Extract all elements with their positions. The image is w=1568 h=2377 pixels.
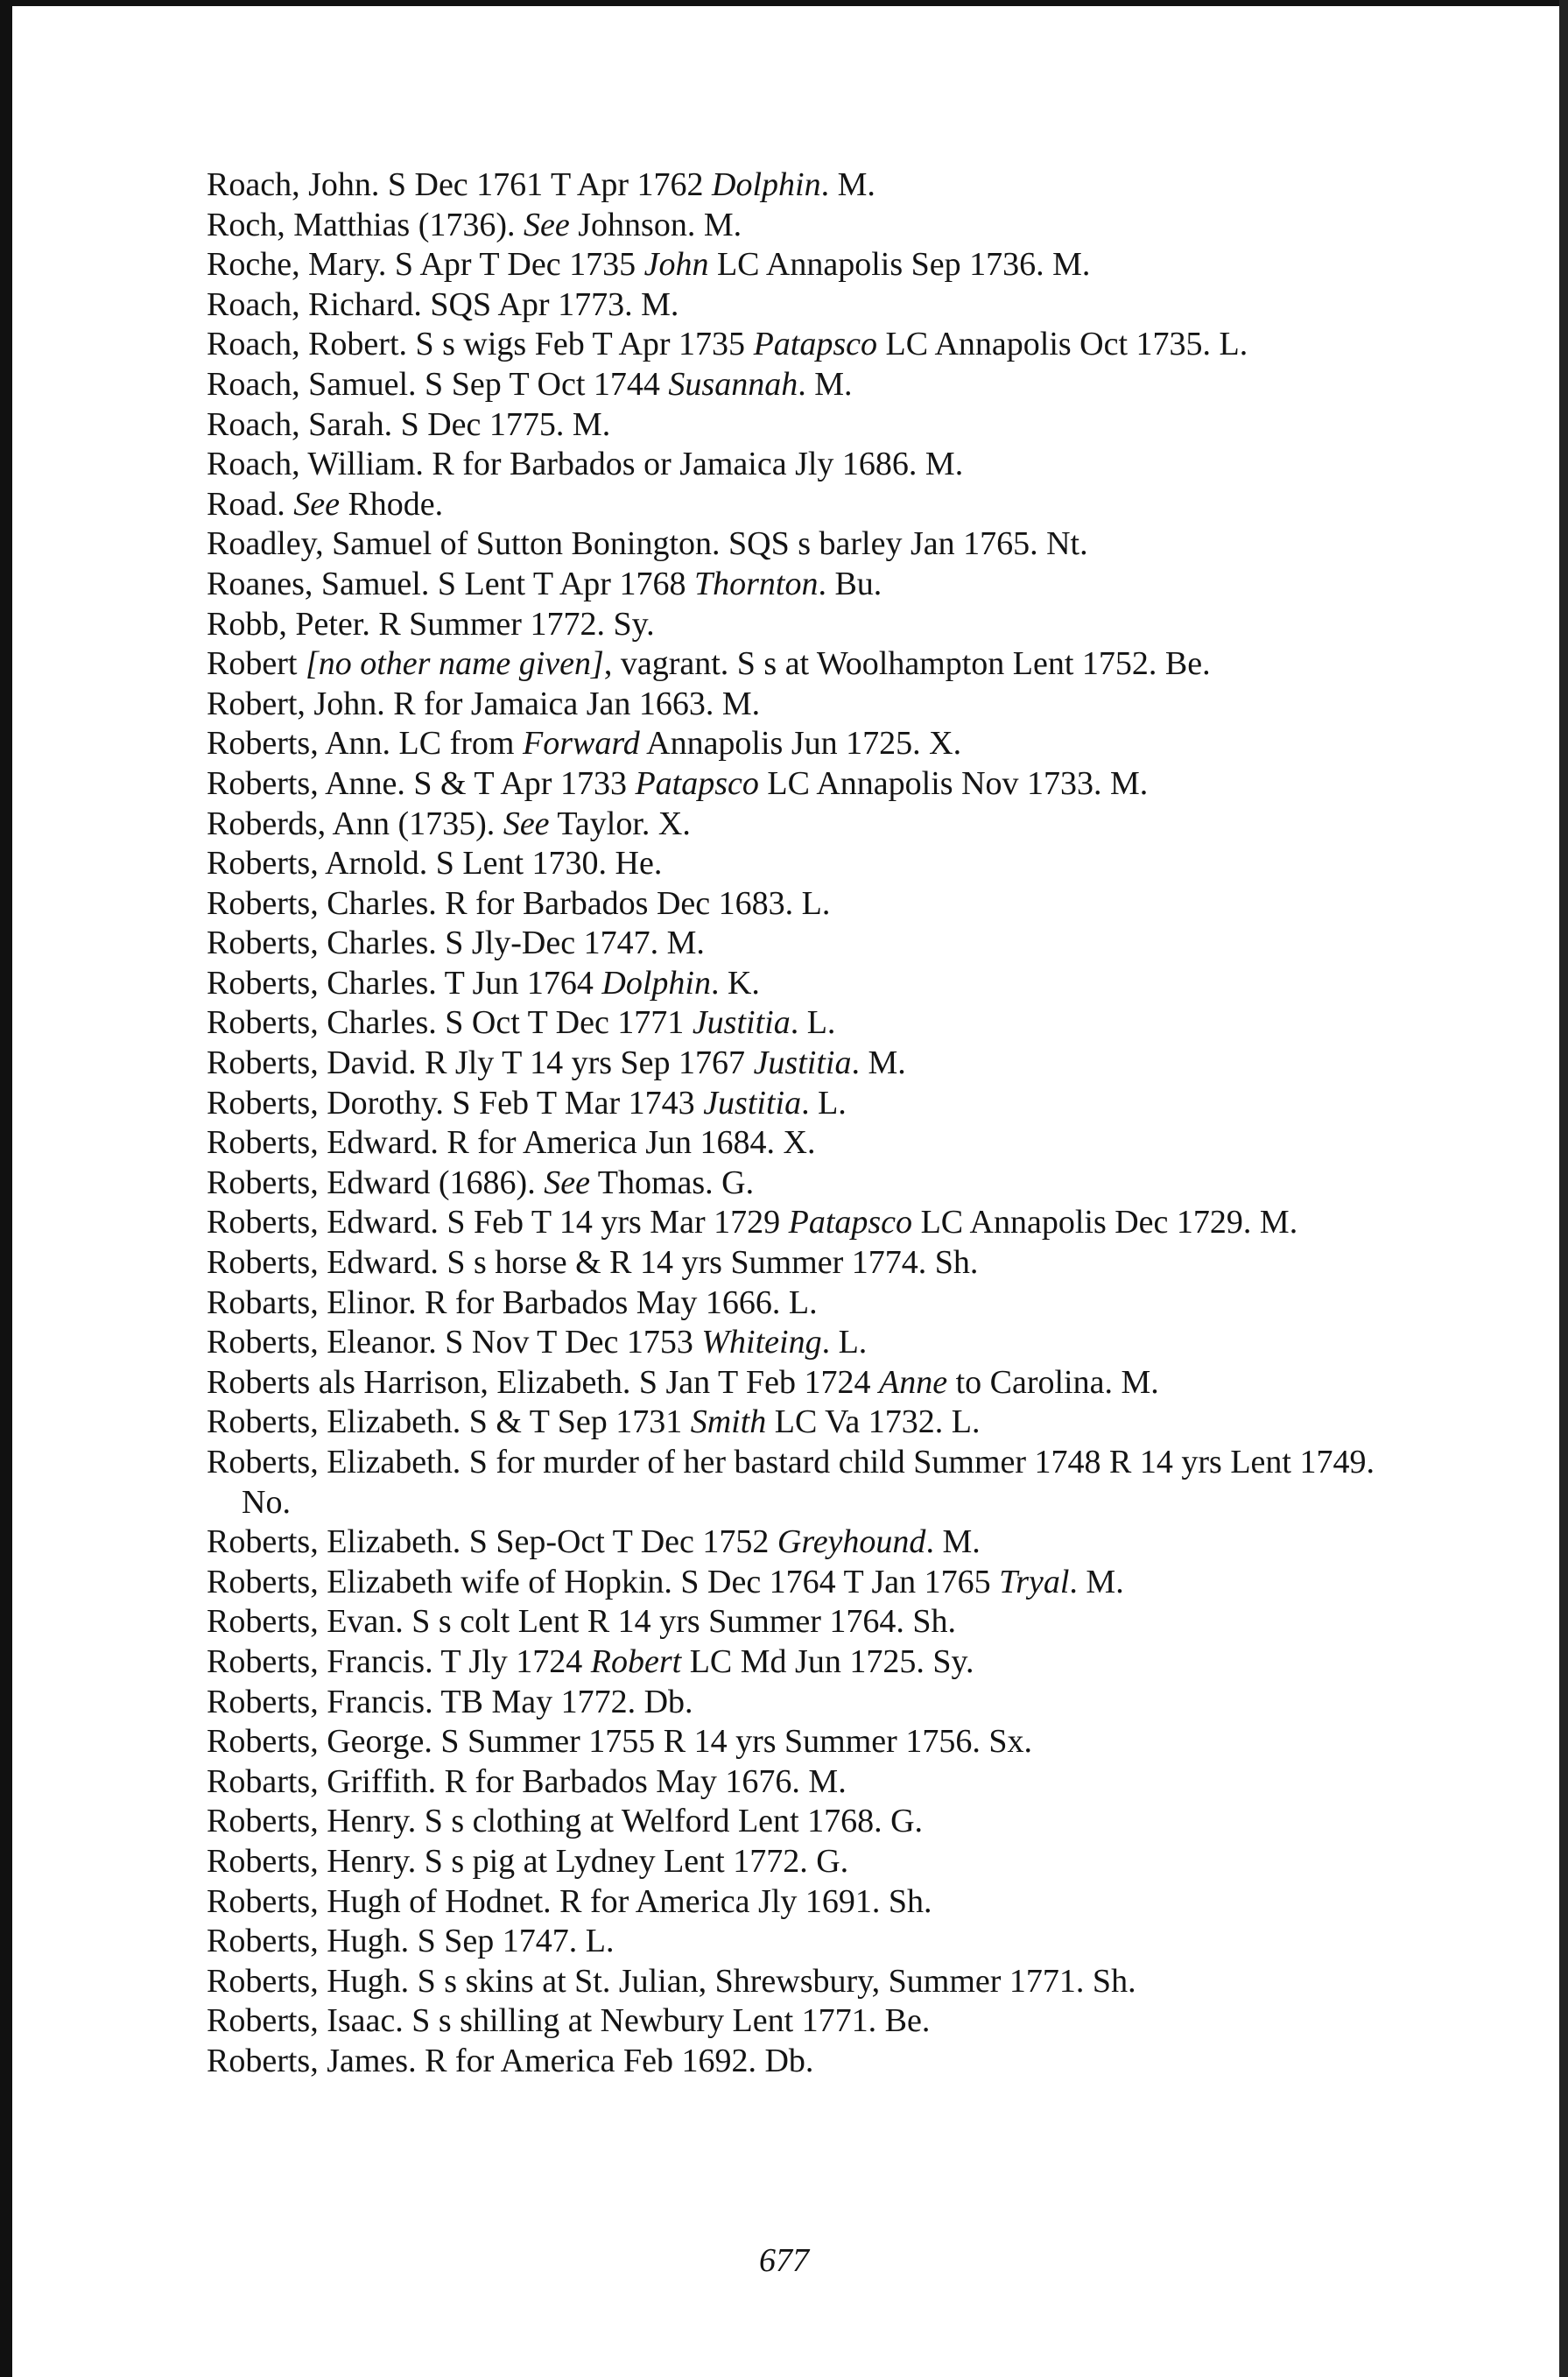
index-entry [207, 2001, 1424, 2042]
index-entry [207, 1962, 1424, 2002]
entry-italic-text: Dolphin [712, 166, 821, 203]
entry-italic-text: Smith [690, 1403, 767, 1441]
entry-text: Taylor. X. [549, 805, 691, 842]
entry-text: Roach, John. S Dec 1761 T Apr 1762 [207, 166, 713, 203]
entry-text: . Bu. [818, 565, 882, 602]
entry-text: . L. [821, 1324, 868, 1361]
index-entry [207, 1922, 1424, 1962]
entry-text: Roberts, James. R for America Feb 1692. Db. [207, 2042, 814, 2079]
entry-text: Roberts, George. S Summer 1755 R 14 yrs Summer 1756. Sx. [207, 1723, 1032, 1761]
index-entry [207, 685, 1424, 725]
entry-text: Roach, Sarah. S Dec 1775. M. [207, 405, 611, 443]
entry-text: Roberts, Hugh. S Sep 1747. L. [207, 1923, 615, 1960]
entry-text: . L. [790, 1004, 836, 1042]
index-entry [207, 964, 1424, 1004]
entry-text: Roberts, Elizabeth. S for murder of her bastard child Summer 1748 R 14 yrs Lent 1749. No. [207, 1444, 1375, 1521]
index-entry [207, 605, 1424, 645]
index-entry [207, 1683, 1424, 1723]
index-entry [207, 524, 1424, 565]
entry-text: Roberts, Elizabeth. S Sep-Oct T Dec 1752 [207, 1523, 777, 1561]
entry-text: . M. [851, 1044, 906, 1082]
entry-text: Roberts, Ann. LC from [207, 725, 523, 763]
index-entry [207, 405, 1424, 446]
entry-text: Roach, Samuel. S Sep T Oct 1744 [207, 365, 669, 403]
entry-text: Roberts, Anne. S & T Apr 1733 [207, 764, 636, 802]
entry-italic-text: Justitia [703, 1084, 802, 1122]
index-entry [207, 1842, 1424, 1882]
index-entry [207, 844, 1424, 884]
entry-text: Roberts, David. R Jly T 14 yrs Sep 1767 [207, 1044, 754, 1082]
index-entry [207, 1882, 1424, 1923]
entry-text: Thomas. G. [589, 1164, 755, 1201]
entry-text: . M. [925, 1523, 981, 1561]
entry-italic-text: Whiteing [701, 1324, 822, 1361]
index-entry [207, 206, 1424, 246]
index-entry [207, 325, 1424, 365]
scan-border-right [1559, 0, 1568, 2377]
entry-text: . M. [1069, 1563, 1124, 1600]
entry-italic-text: See [503, 805, 550, 842]
index-entry [207, 1523, 1424, 1563]
entry-italic-text: Dolphin [601, 964, 711, 1002]
entry-italic-text: Patapsco [788, 1204, 913, 1241]
entry-text: Roche, Mary. S Apr T Dec 1735 [207, 246, 644, 284]
entry-text: Roberts, Arnold. S Lent 1730. He. [207, 845, 663, 883]
scan-border-top [0, 0, 1568, 6]
entry-italic-text: Forward [522, 725, 640, 763]
entry-text: . M. [820, 166, 875, 203]
entry-text: . M. [798, 365, 853, 403]
entry-italic-text: [no other name given] [305, 645, 604, 683]
entry-italic-text: Justitia [753, 1044, 852, 1082]
index-entry [207, 1123, 1424, 1164]
entry-text: Robarts, Elinor. R for Barbados May 1666. L. [207, 1283, 818, 1321]
entry-text: Road. [207, 485, 294, 523]
entry-italic-text: Patapsco [753, 326, 877, 363]
entry-text: Robert [207, 645, 306, 683]
entry-italic-text: Susannah [668, 365, 798, 403]
index-entry [207, 1243, 1424, 1283]
entry-text: Roberts, Edward. S Feb T 14 yrs Mar 1729 [207, 1204, 789, 1241]
index-entry [207, 884, 1424, 925]
entry-text: Roberts, Dorothy. S Feb T Mar 1743 [207, 1084, 704, 1122]
entry-italic-text: See [293, 485, 340, 523]
entry-text: Roberds, Ann (1735). [207, 805, 503, 842]
entry-text: , vagrant. S s at Woolhampton Lent 1752. Be. [603, 645, 1211, 683]
entry-italic-text: Patapsco [635, 764, 759, 802]
entry-text: LC Va 1732. L. [766, 1403, 981, 1441]
entry-text: Roanes, Samuel. S Lent T Apr 1768 [207, 565, 694, 602]
index-entry [207, 1363, 1424, 1403]
entry-text: Robarts, Griffith. R for Barbados May 1676. M. [207, 1762, 847, 1800]
index-entry [207, 644, 1424, 685]
index-entry [207, 1563, 1424, 1603]
index-entry [207, 764, 1424, 805]
index-entry [207, 805, 1424, 845]
entry-text: Roberts, Charles. R for Barbados Dec 1683. L. [207, 884, 831, 922]
entry-text: Roach, Richard. SQS Apr 1773. M. [207, 285, 679, 323]
index-entry [207, 924, 1424, 964]
index-entry [207, 1802, 1424, 1842]
entry-italic-text: Tryal [999, 1563, 1070, 1600]
index-entry [207, 1203, 1424, 1243]
entry-text: Roberts, Evan. S s colt Lent R 14 yrs Summer 1764. Sh. [207, 1603, 957, 1641]
entry-italic-text: See [524, 206, 570, 243]
entry-text: Roberts, Eleanor. S Nov T Dec 1753 [207, 1324, 702, 1361]
index-entry [207, 1602, 1424, 1642]
entry-text: Roberts, Charles. T Jun 1764 [207, 964, 602, 1002]
index-entry [207, 1164, 1424, 1204]
entry-text: Roberts, Henry. S s clothing at Welford Lent 1768. G. [207, 1803, 924, 1840]
entry-italic-text: Thornton [693, 565, 819, 602]
entry-text: Roberts, Francis. TB May 1772. Db. [207, 1683, 693, 1720]
page-number: 677 [759, 2242, 809, 2279]
entry-text: Johnson. M. [569, 206, 742, 243]
entry-text: . L. [801, 1084, 847, 1122]
entry-text: Roberts, Hugh. S s skins at St. Julian, Shrewsbury, Summer 1771. Sh. [207, 1962, 1136, 2000]
index-entry [207, 1044, 1424, 1084]
entry-text: Roberts, Henry. S s pig at Lydney Lent 1772. G. [207, 1842, 849, 1880]
index-entry [207, 1642, 1424, 1683]
index-entry [207, 724, 1424, 764]
entry-text: Rhode. [339, 485, 444, 523]
entry-text: Robert, John. R for Jamaica Jan 1663. M. [207, 685, 761, 722]
index-entry [207, 1403, 1424, 1443]
entry-text: Roberts, Edward. R for America Jun 1684. X. [207, 1124, 816, 1162]
index-entry [207, 245, 1424, 285]
entry-italic-text: Robert [590, 1642, 682, 1680]
index-entry [207, 1323, 1424, 1363]
entry-text: to Carolina. M. [947, 1363, 1159, 1401]
entry-text: Annapolis Jun 1725. X. [639, 725, 962, 763]
entry-list [207, 165, 1424, 2082]
index-entry [207, 2042, 1424, 2082]
entry-text: LC Annapolis Dec 1729. M. [912, 1204, 1298, 1241]
index-entry [207, 1722, 1424, 1762]
index-entry [207, 165, 1424, 206]
entry-text: Roberts, Elizabeth wife of Hopkin. S Dec 1764 T Jan 1765 [207, 1563, 1000, 1600]
entry-text: Roberts, Hugh of Hodnet. R for America Jly 1691. Sh. [207, 1882, 932, 1920]
entry-text: Roberts als Harrison, Elizabeth. S Jan T Feb 1724 [207, 1363, 879, 1401]
entry-text: Roberts, Charles. S Oct T Dec 1771 [207, 1004, 693, 1042]
entry-italic-text: Justitia [692, 1004, 791, 1042]
index-entry [207, 485, 1424, 525]
index-entry [207, 445, 1424, 485]
entry-text: Roch, Matthias (1736). [207, 206, 524, 243]
index-entry [207, 365, 1424, 405]
entry-italic-text: Anne [879, 1363, 948, 1401]
entry-text: Roberts, Elizabeth. S & T Sep 1731 [207, 1403, 691, 1441]
entry-text: Roberts, Francis. T Jly 1724 [207, 1642, 591, 1680]
entry-text: . K. [710, 964, 760, 1002]
entry-text: Roberts, Edward. S s horse & R 14 yrs Summer 1774. Sh. [207, 1244, 979, 1282]
index-entry [207, 1084, 1424, 1124]
entry-text: LC Annapolis Nov 1733. M. [758, 764, 1149, 802]
index-entry [207, 565, 1424, 605]
index-entry [207, 1283, 1424, 1324]
scan-border-left [0, 0, 12, 2377]
entry-text: Roberts, Charles. S Jly-Dec 1747. M. [207, 925, 705, 962]
entry-text: Roach, Robert. S s wigs Feb T Apr 1735 [207, 326, 754, 363]
entry-text: Roberts, Isaac. S s shilling at Newbury Lent 1771. Be. [207, 2002, 931, 2040]
entry-text: Roach, William. R for Barbados or Jamaica Jly 1686. M. [207, 446, 964, 483]
entry-text: Roadley, Samuel of Sutton Bonington. SQS s barley Jan 1765. Nt. [207, 525, 1088, 563]
entry-italic-text: See [544, 1164, 590, 1201]
entry-text: Roberts, Edward (1686). [207, 1164, 545, 1201]
index-entry [207, 285, 1424, 326]
index-entry [207, 1003, 1424, 1044]
entry-text: LC Annapolis Oct 1735. L. [877, 326, 1248, 363]
entry-text: LC Annapolis Sep 1736. M. [708, 246, 1091, 284]
entry-italic-text: Greyhound [777, 1523, 926, 1561]
index-entry [207, 1443, 1424, 1523]
entry-italic-text: John [643, 246, 709, 284]
entry-text: LC Md Jun 1725. Sy. [681, 1642, 974, 1680]
index-entry [207, 1762, 1424, 1803]
entry-text: Robb, Peter. R Summer 1772. Sy. [207, 605, 655, 643]
